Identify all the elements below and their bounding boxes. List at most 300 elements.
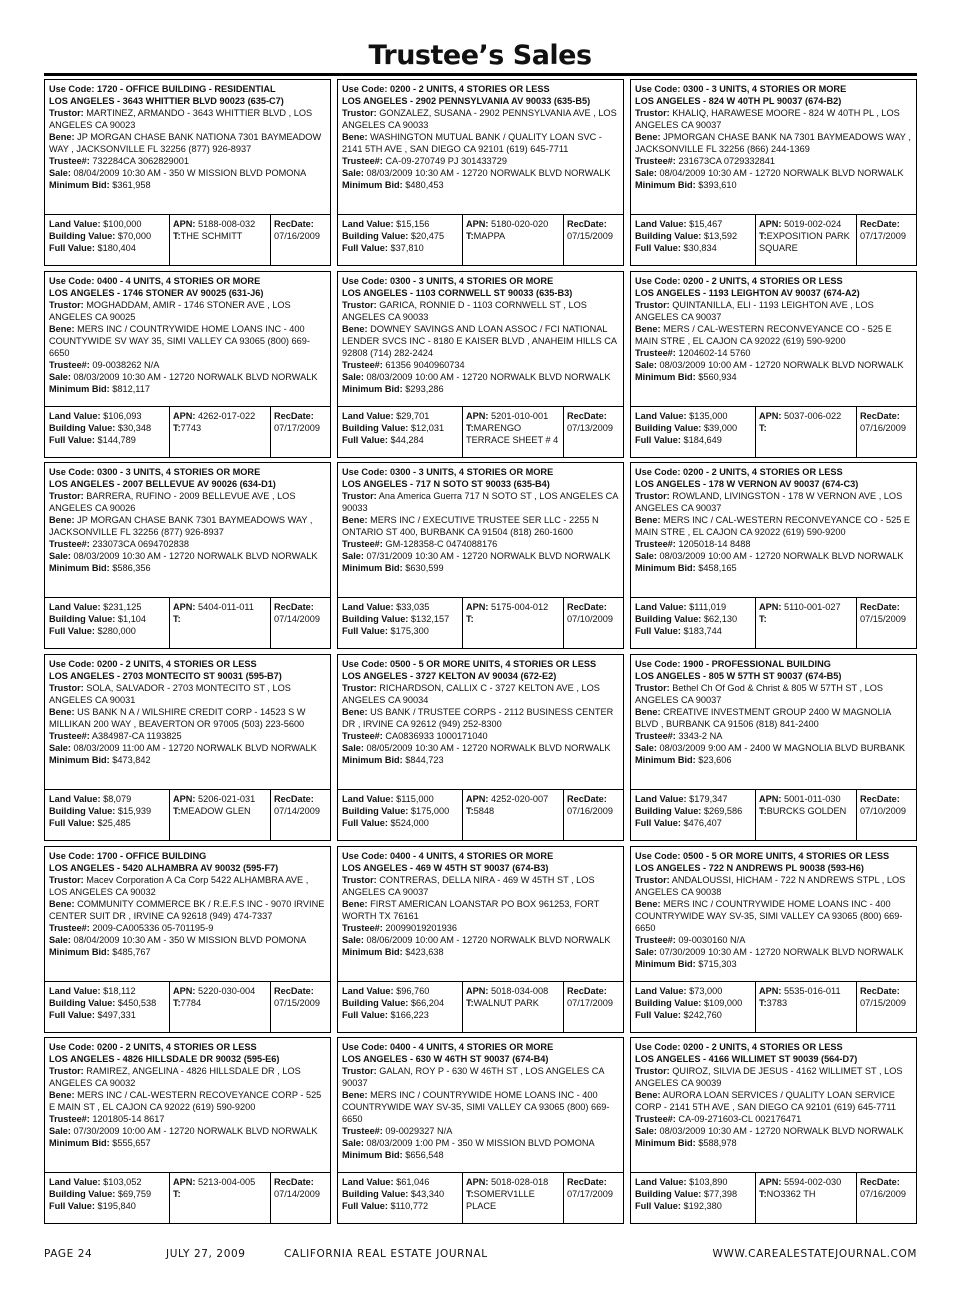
parcel-info [755, 407, 856, 457]
recording-info [563, 407, 623, 457]
trustor-line [342, 682, 620, 706]
building-value: $69,759 [117, 1189, 152, 1200]
tract-label: T: [466, 997, 474, 1008]
trustor-line [342, 874, 620, 898]
listings-row [44, 79, 917, 271]
land-value: $103,890 [689, 1177, 728, 1188]
minimum-bid-line [635, 562, 913, 574]
building-value: $62,130 [703, 614, 738, 625]
apn-label: APN: [759, 794, 782, 805]
minimum-bid-line [49, 179, 327, 191]
beneficiary-line [49, 514, 327, 538]
trustor-label: Trustor: [49, 1066, 84, 1077]
trustee-line [635, 347, 913, 359]
listing-details [342, 1041, 620, 1167]
footer-website[interactable]: WWW.CAREALESTATEJOURNAL.COM [712, 1248, 917, 1260]
recdate-label: RecDate: [860, 1177, 900, 1188]
full-value-label: Full Value: [635, 1201, 681, 1212]
sale-label: Sale: [49, 743, 71, 754]
building-value-label: Building Value: [635, 614, 702, 625]
recdate-label: RecDate: [274, 985, 314, 996]
trustor-label: Trustor: [342, 299, 377, 310]
beneficiary-label: Bene: [342, 132, 368, 142]
beneficiary-label: Bene: [635, 1090, 661, 1101]
use-code: Use Code: 0300 - 3 UNITS, 4 STORIES OR MORE [342, 275, 554, 286]
land-value: $135,000 [689, 410, 728, 421]
apn-value: 5180-020-020 [491, 219, 549, 229]
building-value: $12,031 [410, 422, 445, 433]
apn-label: APN: [759, 1177, 782, 1188]
land-value: $179,347 [689, 794, 728, 805]
trustee-line [635, 934, 913, 946]
property-location: LOS ANGELES - 4166 WILLIMET ST 90039 (564-D7) [635, 1054, 858, 1065]
recdate-label: RecDate: [274, 1177, 314, 1188]
tract-label: T: [759, 1189, 767, 1200]
valuation-values [45, 598, 169, 648]
building-value-label: Building Value: [49, 997, 116, 1008]
trustee-label: Trustee#: [49, 1114, 90, 1125]
sale-value: 08/04/2009 10:30 AM - 12720 NORWALK BLVD NORWALK [659, 168, 904, 178]
building-value: $43,340 [410, 1189, 445, 1200]
parcel-info [462, 982, 563, 1032]
recording-info [563, 215, 623, 265]
minimum-bid-label: Minimum Bid: [49, 180, 110, 190]
land-value: $111,019 [689, 602, 727, 613]
trustor-label: Trustor: [635, 683, 670, 694]
full-value: $184,649 [683, 434, 722, 445]
trustor-value: MARTINEZ, ARMANDO - 3643 WHITTIER BLVD , LOS ANGELES CA 90023 [49, 108, 313, 130]
building-value: $77,398 [703, 1189, 738, 1200]
parcel-info [755, 598, 856, 648]
trustee-value: 3343-2 NA [678, 731, 723, 742]
property-location: LOS ANGELES - 4826 HILLSDALE DR 90032 (595-E6) [49, 1054, 280, 1065]
valuation-table [45, 406, 330, 457]
trustee-label: Trustee#: [635, 934, 676, 945]
sale-label: Sale: [342, 1138, 364, 1149]
sale-label: Sale: [49, 371, 71, 382]
full-value: $280,000 [97, 626, 136, 637]
trustee-line [49, 1113, 327, 1125]
recording-info [856, 215, 916, 265]
beneficiary-label: Bene: [49, 323, 75, 334]
land-value: $231,125 [103, 602, 142, 613]
full-value: $242,760 [683, 1009, 722, 1020]
apn-label: APN: [173, 602, 196, 613]
full-value: $44,284 [390, 434, 424, 445]
minimum-bid-line [342, 179, 620, 191]
trustee-label: Trustee#: [49, 731, 90, 742]
building-value-label: Building Value: [635, 422, 702, 433]
minimum-bid-line [635, 754, 913, 766]
apn-value: 5019-002-024 [784, 219, 842, 229]
minimum-bid-value: $485,767 [112, 946, 151, 957]
recording-info [563, 1173, 623, 1223]
trustee-line [635, 730, 913, 742]
land-value: $103,052 [103, 1177, 142, 1188]
property-location: LOS ANGELES - 2007 BELLEVUE AV 90026 (634-D1) [49, 479, 276, 490]
trustee-line [342, 155, 620, 167]
apn-value: 5018-034-008 [491, 985, 549, 996]
footer-issue-date: JULY 27, 2009 [166, 1248, 246, 1260]
beneficiary-label: Bene: [635, 132, 661, 142]
property-location: LOS ANGELES - 3643 WHITTIER BLVD 90023 (635-C7) [49, 96, 284, 106]
recdate-label: RecDate: [567, 410, 607, 421]
minimum-bid-line [635, 371, 913, 383]
beneficiary-label: Bene: [635, 898, 661, 909]
listing-card [630, 271, 917, 458]
property-location: LOS ANGELES - 469 W 45TH ST 90037 (674-B3) [342, 862, 549, 873]
recdate-value: 07/16/2009 [274, 231, 320, 241]
trustee-label: Trustee#: [342, 922, 383, 933]
building-value: $70,000 [117, 231, 152, 241]
valuation-table [338, 981, 623, 1032]
listing-details [49, 850, 327, 976]
beneficiary-line [635, 131, 913, 155]
recording-info [270, 407, 330, 457]
trustee-line [635, 155, 913, 167]
minimum-bid-value: $480,453 [405, 180, 444, 190]
listings-row [44, 462, 917, 654]
apn-value: 5535-016-011 [784, 985, 841, 996]
trustor-value: RAMIREZ, ANGELINA - 4826 HILLSDALE DR , LOS ANGELES CA 90032 [49, 1066, 301, 1089]
apn-label: APN: [759, 219, 782, 229]
apn-value: 5404-011-011 [198, 602, 254, 613]
recdate-value: 07/17/2009 [860, 231, 906, 241]
beneficiary-value: DOWNEY SAVINGS AND LOAN ASSOC / FCI NATIONAL LENDER SVCS INC - 8180 E KAISER BLVD , ANAHEIM HILLS CA 92808 (714) 282-2424 [342, 323, 617, 358]
listing-details [342, 466, 620, 592]
minimum-bid-label: Minimum Bid: [49, 946, 110, 957]
tract-value: 7784 [180, 997, 202, 1008]
apn-label: APN: [173, 794, 196, 805]
minimum-bid-value: $560,934 [698, 371, 737, 382]
full-value-label: Full Value: [49, 1201, 95, 1212]
minimum-bid-label: Minimum Bid: [342, 755, 403, 766]
property-location: LOS ANGELES - 1746 STONER AV 90025 (631-J6) [49, 287, 264, 298]
recdate-value: 07/14/2009 [274, 614, 320, 625]
tract-value: THE SCHMITT [180, 231, 243, 241]
building-value: $132,157 [410, 614, 450, 625]
tract-value: 7743 [180, 422, 202, 433]
recording-info [270, 215, 330, 265]
full-value: $195,840 [97, 1201, 136, 1212]
full-value: $30,834 [683, 243, 717, 253]
valuation-values [338, 1173, 462, 1223]
trustee-value: CA0836933 1000171040 [385, 731, 488, 742]
tract-label: T: [173, 806, 181, 817]
apn-label: APN: [466, 602, 489, 613]
trustor-line [49, 1065, 327, 1089]
valuation-values [45, 982, 169, 1032]
minimum-bid-label: Minimum Bid: [635, 958, 696, 969]
sale-line [635, 359, 913, 371]
trustee-label: Trustee#: [342, 731, 383, 742]
apn-label: APN: [759, 985, 782, 996]
beneficiary-value: FIRST AMERICAN LOANSTAR PO BOX 961253, FORT WORTH TX 76161 [342, 898, 600, 921]
recording-info [856, 598, 916, 648]
sale-line [49, 742, 327, 754]
use-code: Use Code: 0500 - 5 OR MORE UNITS, 4 STORIES OR LESS [342, 659, 597, 670]
listing-card [630, 846, 917, 1033]
full-value-label: Full Value: [635, 626, 681, 637]
trustee-label: Trustee#: [635, 731, 676, 742]
full-value: $476,407 [683, 818, 722, 829]
trustee-label: Trustee#: [635, 347, 676, 358]
trustee-label: Trustee#: [49, 359, 90, 370]
building-value-label: Building Value: [49, 614, 116, 625]
minimum-bid-value: $361,958 [112, 180, 151, 190]
listing-card [630, 654, 917, 841]
parcel-info [169, 215, 270, 265]
beneficiary-value: AURORA LOAN SERVICES / QUALITY LOAN SERVICE CORP - 2141 5TH AVE , SAN DIEGO CA 92101 (619) 645-7711 [635, 1090, 896, 1113]
use-code: Use Code: 1900 - PROFESSIONAL BUILDING [635, 659, 831, 670]
trustee-line [342, 538, 620, 550]
beneficiary-line [635, 514, 913, 538]
beneficiary-line [49, 898, 327, 922]
beneficiary-line [342, 898, 620, 922]
land-value-label: Land Value: [49, 602, 101, 613]
recording-info [270, 598, 330, 648]
valuation-table [338, 214, 623, 265]
recdate-value: 07/16/2009 [567, 806, 613, 817]
recdate-value: 07/17/2009 [567, 997, 613, 1008]
apn-value: 5037-006-022 [784, 410, 842, 421]
minimum-bid-value: $23,606 [698, 755, 732, 766]
recdate-value: 07/16/2009 [860, 422, 906, 433]
beneficiary-label: Bene: [342, 515, 368, 526]
recdate-value: 07/17/2009 [274, 422, 320, 433]
trustor-value: CONTRERAS, DELLA NIRA - 469 W 45TH ST , LOS ANGELES CA 90037 [342, 874, 595, 897]
recdate-label: RecDate: [274, 602, 314, 613]
minimum-bid-value: $293,286 [405, 383, 444, 394]
recording-info [563, 598, 623, 648]
trustee-label: Trustee#: [635, 539, 676, 550]
minimum-bid-label: Minimum Bid: [49, 1138, 110, 1149]
minimum-bid-line [49, 1137, 327, 1149]
listing-card [337, 1037, 624, 1224]
trustee-line [342, 1125, 620, 1137]
tract-label: T: [466, 806, 474, 817]
recdate-value: 07/15/2009 [860, 614, 906, 625]
sale-value: 08/03/2009 11:00 AM - 12720 NORWALK BLVD NORWALK [73, 743, 317, 754]
sale-value: 08/06/2009 10:00 AM - 12720 NORWALK BLVD NORWALK [366, 934, 611, 945]
tract-label: T: [466, 1189, 474, 1200]
apn-value: 5213-004-005 [198, 1177, 256, 1188]
valuation-values [631, 598, 755, 648]
trustee-line [49, 359, 327, 371]
use-code: Use Code: 0300 - 3 UNITS, 4 STORIES OR MORE [342, 467, 554, 478]
land-value-label: Land Value: [49, 985, 101, 996]
sale-value: 07/31/2009 10:30 AM - 12720 NORWALK BLVD NORWALK [366, 551, 611, 562]
trustee-value: 732284CA 3062829001 [92, 156, 189, 166]
trustor-label: Trustor: [635, 874, 670, 885]
apn-value: 5018-028-018 [491, 1177, 549, 1188]
minimum-bid-label: Minimum Bid: [342, 180, 403, 190]
parcel-info [755, 215, 856, 265]
beneficiary-label: Bene: [49, 1090, 75, 1101]
beneficiary-line [342, 323, 620, 359]
beneficiary-line [342, 131, 620, 155]
trustor-label: Trustor: [342, 874, 377, 885]
sale-label: Sale: [635, 168, 657, 178]
minimum-bid-value: $458,165 [698, 563, 737, 574]
full-value: $166,223 [390, 1009, 429, 1020]
trustee-label: Trustee#: [635, 1114, 676, 1125]
trustor-line [49, 682, 327, 706]
land-value: $15,467 [689, 219, 723, 229]
full-value: $497,331 [97, 1009, 136, 1020]
apn-value: 5175-004-012 [491, 602, 549, 613]
trustor-label: Trustor: [342, 683, 377, 694]
valuation-table [338, 597, 623, 648]
land-value-label: Land Value: [342, 219, 394, 229]
trustee-value: 09-0038262 N/A [92, 359, 160, 370]
full-value-label: Full Value: [49, 626, 95, 637]
use-code: Use Code: 0200 - 2 UNITS, 4 STORIES OR LESS [635, 1042, 843, 1053]
trustee-label: Trustee#: [635, 156, 676, 166]
apn-label: APN: [173, 219, 196, 229]
sale-value: 08/03/2009 10:00 AM - 12720 NORWALK BLVD NORWALK [659, 359, 904, 370]
sale-line [342, 1137, 620, 1149]
recdate-label: RecDate: [567, 219, 607, 229]
listing-card [337, 271, 624, 458]
recdate-value: 07/14/2009 [274, 1189, 320, 1200]
trustor-value: QUIROZ, SILVIA DE JESUS - 4162 WILLIMET ST , LOS ANGELES CA 90039 [635, 1066, 903, 1089]
land-value-label: Land Value: [635, 794, 687, 805]
recdate-value: 07/15/2009 [860, 997, 906, 1008]
trustor-label: Trustor: [49, 683, 84, 694]
valuation-table [45, 597, 330, 648]
building-value: $66,204 [410, 997, 445, 1008]
valuation-values [45, 790, 169, 840]
sale-line [49, 934, 327, 946]
tract-label: T: [173, 231, 181, 241]
tract-label: T: [759, 997, 767, 1008]
recdate-label: RecDate: [274, 219, 314, 229]
valuation-values [631, 790, 755, 840]
recdate-value: 07/16/2009 [860, 1189, 906, 1200]
parcel-info [169, 1173, 270, 1223]
sale-line [635, 167, 913, 179]
tract-label: T: [759, 422, 767, 433]
sale-label: Sale: [49, 551, 71, 562]
apn-label: APN: [173, 410, 196, 421]
trustor-value: GALAN, ROY P - 630 W 46TH ST , LOS ANGELES CA 90037 [342, 1066, 604, 1089]
listings-row [44, 271, 917, 463]
property-location: LOS ANGELES - 2902 PENNSYLVANIA AV 90033 (635-B5) [342, 96, 591, 106]
minimum-bid-value: $630,599 [405, 563, 444, 574]
beneficiary-label: Bene: [342, 898, 368, 909]
beneficiary-value: MERS INC / COUNTRYWIDE HOME LOANS INC - 400 COUNTYWIDE SV WAY 35, SIMI VALLEY CA 93065 (800) 669-6650 [49, 323, 310, 358]
full-value: $144,789 [97, 434, 136, 445]
minimum-bid-label: Minimum Bid: [342, 563, 403, 574]
land-value: $8,079 [103, 794, 132, 805]
trustor-label: Trustor: [635, 299, 670, 310]
sale-label: Sale: [49, 934, 71, 945]
beneficiary-label: Bene: [635, 707, 661, 718]
listing-card [630, 462, 917, 649]
trustor-value: RICHARDSON, CALLIX C - 3727 KELTON AVE , LOS ANGELES CA 90034 [342, 683, 600, 706]
beneficiary-label: Bene: [342, 707, 368, 718]
trustor-value: SOLA, SALVADOR - 2703 MONTECITO ST , LOS ANGELES CA 90031 [49, 683, 291, 706]
land-value: $61,046 [396, 1177, 430, 1188]
minimum-bid-value: $586,356 [112, 563, 151, 574]
full-value-label: Full Value: [49, 1009, 95, 1020]
use-code: Use Code: 0200 - 2 UNITS, 4 STORIES OR LESS [635, 467, 843, 478]
parcel-info [462, 215, 563, 265]
beneficiary-line [342, 514, 620, 538]
trustee-line [635, 538, 913, 550]
property-location: LOS ANGELES - 178 W VERNON AV 90037 (674-C3) [635, 479, 859, 490]
recording-info [856, 790, 916, 840]
use-code: Use Code: 0300 - 3 UNITS, 4 STORIES OR MORE [635, 84, 847, 94]
listing-details [635, 83, 913, 209]
recdate-value: 07/15/2009 [567, 231, 613, 241]
full-value-label: Full Value: [342, 243, 388, 253]
listings-row [44, 1037, 917, 1229]
trustor-label: Trustor: [635, 108, 670, 118]
beneficiary-value: MERS INC / CAL-WESTERN RECONVEYANCE CO - 525 E MAIN STRE , EL CAJON CA 92022 (619) 590-9200 [635, 515, 911, 538]
building-value-label: Building Value: [635, 231, 702, 241]
land-value: $18,112 [103, 985, 136, 996]
trustor-line [635, 107, 913, 131]
building-value: $20,475 [410, 231, 445, 241]
listing-details [342, 83, 620, 209]
recording-info [856, 1173, 916, 1223]
sale-label: Sale: [635, 551, 657, 562]
beneficiary-label: Bene: [49, 132, 75, 142]
minimum-bid-value: $588,978 [698, 1138, 737, 1149]
use-code: Use Code: 0400 - 4 UNITS, 4 STORIES OR MORE [342, 850, 554, 861]
listing-card [337, 654, 624, 841]
trustor-label: Trustor: [49, 874, 84, 885]
listing-card [337, 79, 624, 266]
trustee-label: Trustee#: [342, 156, 383, 166]
full-value-label: Full Value: [49, 434, 95, 445]
trustor-value: ROWLAND, LIVINGSTON - 178 W VERNON AVE , LOS ANGELES CA 90037 [635, 491, 903, 514]
trustor-value: Ana America Guerra 717 N SOTO ST , LOS ANGELES CA 90033 [342, 491, 618, 514]
minimum-bid-value: $844,723 [405, 755, 444, 766]
recdate-label: RecDate: [567, 602, 607, 613]
full-value: $37,810 [390, 243, 424, 253]
land-value-label: Land Value: [635, 410, 687, 421]
valuation-table [45, 1172, 330, 1223]
minimum-bid-label: Minimum Bid: [49, 755, 110, 766]
tract-value: WALNUT PARK [473, 997, 539, 1008]
beneficiary-value: JP MORGAN CHASE BANK 7301 BAYMEADOWS WAY , JACKSONVILLE FL 32256 (877) 926-8937 [49, 515, 313, 538]
trustee-line [49, 730, 327, 742]
listings-grid [44, 79, 917, 1229]
minimum-bid-line [635, 179, 913, 191]
tract-label: T: [759, 806, 767, 817]
recording-info [856, 982, 916, 1032]
recdate-label: RecDate: [860, 794, 900, 805]
recdate-value: 07/15/2009 [274, 997, 320, 1008]
valuation-table [631, 597, 916, 648]
apn-value: 5220-030-004 [198, 985, 256, 996]
minimum-bid-value: $715,303 [698, 958, 737, 969]
land-value-label: Land Value: [342, 410, 394, 421]
apn-value: 5594-002-030 [784, 1177, 842, 1188]
sale-line [49, 167, 327, 179]
valuation-values [631, 215, 755, 265]
full-value-label: Full Value: [342, 434, 388, 445]
valuation-table [631, 789, 916, 840]
sale-line [49, 1125, 327, 1137]
tract-value: NO3362 TH [766, 1189, 816, 1200]
sale-value: 07/30/2009 10:30 AM - 12720 NORWALK BLVD NORWALK [659, 946, 904, 957]
minimum-bid-value: $812,117 [112, 383, 150, 394]
parcel-info [462, 407, 563, 457]
